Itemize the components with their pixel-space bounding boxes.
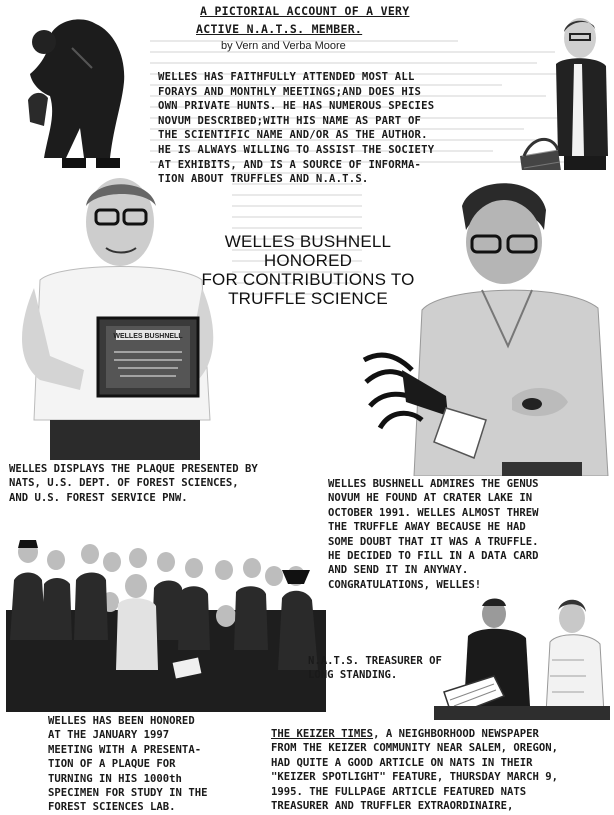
- newspaper-title: THE KEIZER TIMES: [271, 728, 374, 740]
- caption-plaque: [9, 462, 319, 505]
- article-title-line2: ACTIVE N.A.T.S. MEMBER.: [196, 22, 363, 36]
- caption-line: FROM THE KEIZER COMMUNITY NEAR SALEM, OREGON,: [271, 742, 559, 755]
- photo-group-meeting: [6, 540, 326, 712]
- caption-line: TION OF A PLAQUE FOR: [48, 758, 176, 771]
- headline: [188, 232, 428, 308]
- caption-line: NATS, U.S. DEPT. OF FOREST SCIENCES,: [9, 477, 239, 490]
- caption-line: MEETING WITH A PRESENTA-: [48, 743, 202, 756]
- caption-line: TURNING IN HIS 1000th: [48, 772, 182, 785]
- intro-line: AT EXHIBITS, AND IS A SOURCE OF INFORMA-: [158, 158, 422, 171]
- caption-line: N.A.T.S. TREASURER OF: [308, 655, 442, 667]
- caption-line: HAD QUITE A GOOD ARTICLE ON NATS IN THEIR: [271, 756, 533, 769]
- photo-welles-with-plaque: [10, 170, 232, 460]
- article-title-line1: A PICTORIAL ACCOUNT OF A VERY: [200, 4, 410, 18]
- caption-line: CONGRATULATIONS, WELLES!: [328, 578, 482, 591]
- intro-line: OWN PRIVATE HUNTS. HE HAS NUMEROUS SPECIES: [158, 100, 435, 113]
- caption-line: LONG STANDING.: [308, 669, 398, 682]
- caption-line: WELLES DISPLAYS THE PLAQUE PRESENTED BY: [9, 463, 258, 475]
- headline-line: WELLES BUSHNELL HONORED: [224, 232, 392, 270]
- caption-line: HE DECIDED TO FILL IN A DATA CARD: [328, 550, 539, 563]
- headline-line: FOR CONTRIBUTIONS TO: [201, 270, 415, 289]
- caption-line: SOME DOUBT THAT IT WAS A TRUFFLE.: [328, 535, 539, 548]
- caption-line: WELLES HAS BEEN HONORED: [48, 715, 195, 727]
- caption-line-rest: , A NEIGHBORHOOD NEWSPAPER: [373, 728, 539, 740]
- caption-line: FOREST SCIENCES LAB.: [48, 801, 176, 814]
- caption-line: AND U.S. FOREST SERVICE PNW.: [9, 491, 188, 504]
- caption-line: AND SEND IT IN ANYWAY.: [328, 564, 469, 577]
- caption-treasurer: [308, 654, 448, 683]
- caption-line: TREASURER AND TRUFFLER EXTRAORDINAIRE,: [271, 800, 514, 813]
- caption-line: SPECIMEN FOR STUDY IN THE: [48, 787, 208, 800]
- photo-man-bending: [22, 8, 134, 172]
- intro-line: THE SCIENTIFIC NAME AND/OR AS THE AUTHOR.: [158, 129, 428, 142]
- headline-line: TRUFFLE SCIENCE: [228, 289, 388, 308]
- plaque-inscription: WELLES BUSHNELL: [113, 333, 183, 340]
- intro-line: TION ABOUT TRUFFLES AND N.A.T.S.: [158, 173, 369, 186]
- intro-line: NOVUM DESCRIBED;WITH HIS NAME AS PART OF: [158, 114, 422, 127]
- photo-treasurer-seated: [434, 596, 610, 720]
- caption-line: "KEIZER SPOTLIGHT" FEATURE, THURSDAY MARCH 9,: [271, 771, 559, 784]
- photo-welles-admiring-truffle: [362, 170, 610, 476]
- intro-line: HE IS ALWAYS WILLING TO ASSIST THE SOCIETY: [158, 143, 435, 156]
- intro-line: WELLES HAS FAITHFULLY ATTENDED MOST ALL: [158, 71, 415, 83]
- intro-line: FORAYS AND MONTHLY MEETINGS;AND DOES HIS: [158, 85, 422, 98]
- caption-keizer-times: [271, 727, 611, 813]
- intro-paragraph: [158, 70, 508, 187]
- byline: by Vern and Verba Moore: [221, 40, 346, 52]
- caption-line: 1995. THE FULLPAGE ARTICLE FEATURED NATS: [271, 785, 527, 798]
- caption-line: NOVUM HE FOUND AT CRATER LAKE IN: [328, 492, 533, 505]
- caption-line: WELLES BUSHNELL ADMIRES THE GENUS: [328, 478, 539, 490]
- caption-line: [271, 727, 611, 741]
- caption-genus-novum: [328, 477, 608, 592]
- caption-line: THE TRUFFLE AWAY BECAUSE HE HAD: [328, 521, 526, 534]
- caption-line: OCTOBER 1991. WELLES ALMOST THREW: [328, 506, 539, 519]
- caption-line: AT THE JANUARY 1997: [48, 729, 170, 742]
